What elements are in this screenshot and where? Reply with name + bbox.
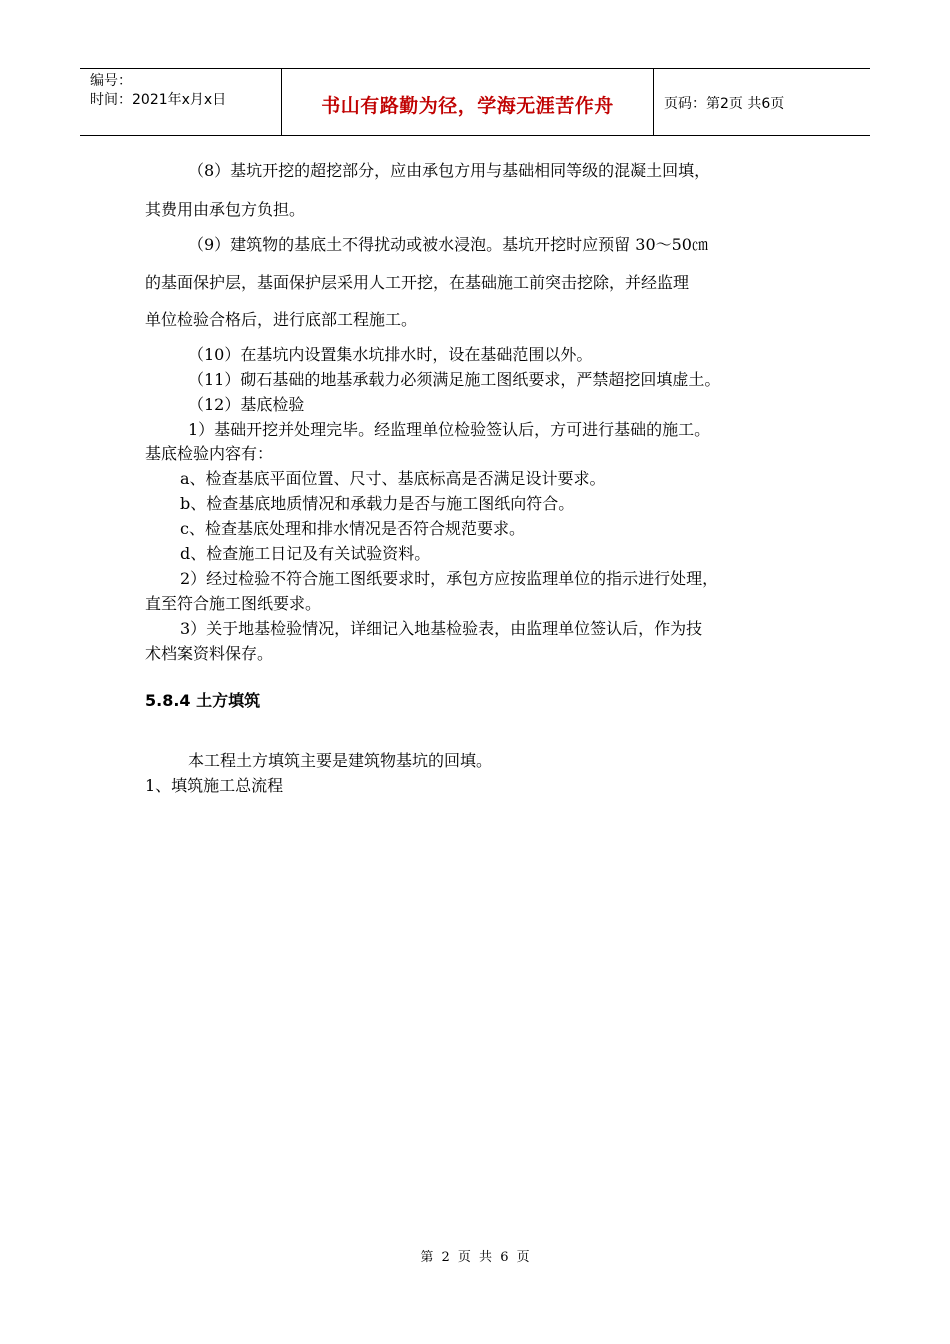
check-item-a: a、检查基底平面位置、尺寸、基底标高是否满足设计要求。	[180, 469, 606, 488]
header-page-info-cell	[654, 69, 870, 135]
paragraph-10: （10）在基坑内设置集水坑排水时，设在基础范围以外。	[188, 345, 593, 364]
header-page-info: 页码：第2页 共6页	[664, 96, 785, 112]
paragraph-8-line-1: （8）基坑开挖的超挖部分，应由承包方用与基础相同等级的混凝土回填，	[188, 161, 711, 180]
step-2-line-2: 直至符合施工图纸要求。	[145, 594, 322, 613]
check-item-d: d、检查施工日记及有关试验资料。	[180, 544, 431, 563]
section-heading: 5.8.4 土方填筑	[145, 691, 261, 710]
section-intro: 本工程土方填筑主要是建筑物基坑的回填。	[188, 751, 493, 770]
document-date: 时间：2021年x月x日	[90, 92, 227, 108]
header-meta	[80, 69, 282, 135]
step-2-line-1: 2）经过检验不符合施工图纸要求时，承包方应按监理单位的指示进行处理，	[180, 569, 719, 588]
paragraph-9-line-2: 的基面保护层，基面保护层采用人工开挖，在基础施工前突击挖除，并经监理	[145, 273, 690, 292]
paragraph-12: （12）基底检验	[188, 395, 305, 414]
step-1-line-2: 基底检验内容有：	[145, 444, 274, 463]
check-item-c: c、检查基底处理和排水情况是否符合规范要求。	[180, 519, 525, 538]
paragraph-11: （11）砌石基础的地基承载力必须满足施工图纸要求，严禁超挖回填虚土。	[188, 370, 721, 389]
page-footer: 第 2 页 共 6 页	[420, 1250, 530, 1265]
document-number-label: 编号：	[90, 73, 132, 89]
step-3-line-2: 术档案资料保存。	[145, 644, 274, 663]
paragraph-8-line-2: 其费用由承包方负担。	[145, 200, 306, 219]
list-item-1: 1、填筑施工总流程	[145, 776, 284, 795]
check-item-b: b、检查基底地质情况和承载力是否与施工图纸向符合。	[180, 494, 575, 513]
step-1-line-1: 1）基础开挖并处理完毕。经监理单位检验签认后，方可进行基础的施工。	[188, 420, 711, 439]
paragraph-9-line-1: （9）建筑物的基底土不得扰动或被水浸泡。基坑开挖时应预留 30～50㎝	[188, 235, 708, 254]
header-motto-cell	[282, 69, 654, 135]
page-header	[80, 68, 870, 136]
paragraph-9-line-3: 单位检验合格后，进行底部工程施工。	[145, 310, 418, 329]
header-motto: 书山有路勤为径，学海无涯苦作舟	[321, 94, 614, 117]
step-3-line-1: 3）关于地基检验情况，详细记入地基检验表，由监理单位签认后，作为技	[180, 619, 703, 638]
